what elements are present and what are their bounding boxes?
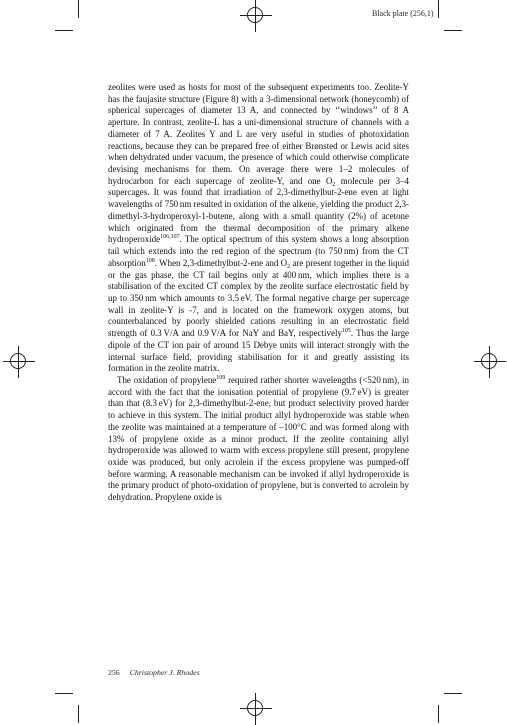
page-footer (108, 668, 200, 677)
crop-mark-top-right-v (438, 0, 439, 18)
text-run: zeolites were used as hosts for most of the subsequent experiments too. Zeolite-Y has the faujasite structure (Figure 8) with a 3-dimensional network (honeycomb) of spherical supercages of diameter 13 A, and connected by ‘‘windows’’ of 8 A aperture. In contrast, zeolite-L has a uni-dimensional structure of channels with a diameter of 7 A. Zeolites Y and L are very useful in studies of photoxidation reactions, because they can be prepared free of either Brønsted or Lewis acid sites when dehydrated under vacuum, the presence of which could otherwise complicate devising mechanisms for them. On average there were 1–2 molecules of hydrocarbon for each supercage of zeolite-Y, and one O (108, 82, 409, 186)
text-run: . When 2,3-dimethylbut-2-ene and O (154, 257, 288, 268)
crop-mark-bottom-left-v (78, 705, 79, 723)
superscript: 106,107 (160, 234, 180, 241)
crop-mark-top-left-v (78, 0, 79, 18)
running-author: Christopher J. Rhodes (129, 668, 200, 677)
body-text (108, 82, 409, 504)
plate-label: Black plate (256,1) (372, 9, 434, 18)
subscript: 2 (287, 263, 291, 270)
registration-mark-top-icon (247, 7, 263, 23)
registration-mark-bottom-icon (247, 700, 263, 716)
crop-mark-bottom-right-v (438, 705, 439, 723)
superscript: 108 (145, 257, 155, 264)
text-run: The oxidation of propylene (117, 374, 217, 385)
paragraph-2 (108, 375, 409, 504)
superscript: 109 (216, 374, 226, 381)
text-run: molecule per 3–4 supercages. It was found that irradiation of 2,3-dimethylbut-2-ene even at light wavelengths of 750 nm resulted in oxidation of the alkene, yielding the product 2,3-dimethyl-3-hydroperoxyl-1-butene, along with a small quantity (2%) of acetone which originated from the thermal decomposition of the primary alkene hydroperoxide (108, 175, 410, 245)
text-run: . The optical spectrum of this system shows a long absorption tail which extends into the red region of the spectrum (to 750 nm) from the CT absorption (108, 234, 409, 268)
subscript: 2 (332, 181, 336, 188)
page-number: 256 (108, 668, 120, 677)
superscript: 105 (341, 328, 351, 335)
registration-mark-right-icon (481, 353, 497, 369)
crop-mark-bottom-left-h (55, 693, 73, 694)
text-run: . Thus the large dipole of the CT ion pair of around 15 Debye units will interact strongly with the internal surface field, providing stabilisation for it and greatly assisting its formation in the zeolite matrix. (108, 328, 410, 374)
paragraph-1 (108, 82, 409, 375)
registration-mark-left-icon (10, 353, 26, 369)
crop-mark-top-right-h (444, 30, 462, 31)
crop-mark-bottom-right-h (444, 693, 462, 694)
crop-mark-top-left-h (55, 30, 73, 31)
text-run: required rather shorter wavelengths (<520 nm), in accord with the fact that the ionisation potential of propylene (9.7 eV) is greater than that (8.3 eV) for 2,3-dimethylbut-2-ene, but product selectivity proved harder to achieve in this system. The initial product allyl hydroperoxide was stable when the zeolite was maintained at a temperature of –100°C and was formed along with 13% of propylene oxide as a minor product. If the zeolite containing allyl hydroperoxide was allowed to warm with excess propylene still present, propylene oxide was produced, but only acrolein if the excess propylene was pumped-off before warming. A reasonable mechanism can be invoked if allyl hydroperoxide is the primary product of photo-oxidation of propylene, but is converted to acrolein by dehydration. Propylene oxide is (108, 374, 410, 503)
text-run: are present together in the liquid or the gas phase, the CT tail begins only at 400 nm, which implies there is a stabilisation of the excited CT complex by the zeolite surface electrostatic field by up to 350 nm which amounts to 3.5 eV. The formal negative charge per supercage wall in zeolite-Y is -7, and is located on the framework oxygen atoms, but counterbalanced by poorly shielded cations resulting in an electrostatic field strength of 0.3 V/A and 0.9 V/A for NaY and BaY, respectively (108, 257, 409, 339)
